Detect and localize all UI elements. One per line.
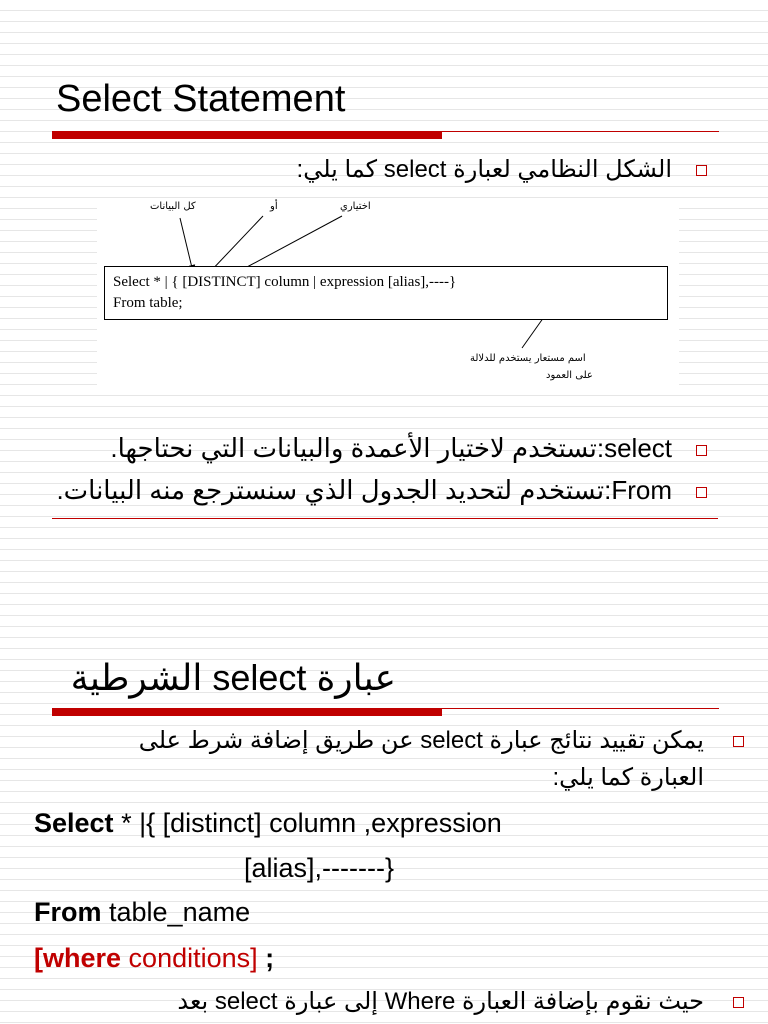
keyword-select: Select bbox=[34, 808, 114, 838]
title-underline-thick bbox=[52, 708, 442, 716]
bracket-open: [ bbox=[34, 943, 43, 973]
title-underline-thin bbox=[442, 708, 719, 709]
keyword-from: From bbox=[34, 897, 102, 927]
keyword-where: where bbox=[43, 943, 122, 973]
annotation-arrows bbox=[0, 0, 768, 420]
annotation-or: أو bbox=[270, 201, 278, 212]
slide2-bullet2: حيث نقوم بإضافة العبارة Where إلى عبارة select بعد bbox=[177, 988, 704, 1015]
code-terminator: ; bbox=[257, 943, 275, 973]
syntax-line-select: Select * | { [DISTINCT] column | expression [alias],----} bbox=[113, 274, 457, 290]
annotation-alias-line1: اسم مستعار يستخدم للدلالة bbox=[470, 353, 586, 364]
slide2-title: عبارة select الشرطية bbox=[70, 657, 396, 698]
bullet-marker bbox=[733, 736, 744, 747]
slide2-bullet1-line1: يمكن تقييد نتائج عبارة select عن طريق إضافة شرط على bbox=[138, 727, 704, 754]
code-line-from bbox=[34, 897, 250, 928]
annotation-optional: اختياري bbox=[340, 201, 371, 212]
slide1-bullet3: From:تستخدم لتحديد الجدول الذي سنسترجع منه البيانات. bbox=[56, 475, 672, 505]
code-line-where bbox=[34, 943, 274, 974]
syntax-box bbox=[104, 266, 668, 320]
code-select-rest: * |{ [distinct] column ,expression bbox=[113, 808, 502, 838]
code-line-select bbox=[34, 808, 502, 839]
annotation-all-data: كل البيانات bbox=[150, 201, 196, 212]
bullet-marker bbox=[733, 997, 744, 1008]
slide1-bullet2: select:تستخدم لاختيار الأعمدة والبيانات التي نحتاجها. bbox=[110, 433, 672, 463]
slide1-title: Select Statement bbox=[56, 78, 346, 120]
arrow-all-data bbox=[180, 218, 193, 272]
bullet-marker bbox=[696, 487, 707, 498]
syntax-line-from: From table; bbox=[113, 295, 183, 311]
annotation-alias-line2: على العمود bbox=[546, 370, 593, 381]
code-from-rest: table_name bbox=[101, 897, 251, 927]
slide1-bullet1: الشكل النظامي لعبارة select كما يلي: bbox=[296, 156, 672, 183]
slide1-bottom-rule bbox=[52, 518, 718, 519]
code-where-rest: conditions] bbox=[121, 943, 258, 973]
code-line-alias: [alias],-------} bbox=[244, 853, 394, 883]
slide2-bullet1-line2: العبارة كما يلي: bbox=[552, 764, 704, 791]
bullet-marker bbox=[696, 445, 707, 456]
